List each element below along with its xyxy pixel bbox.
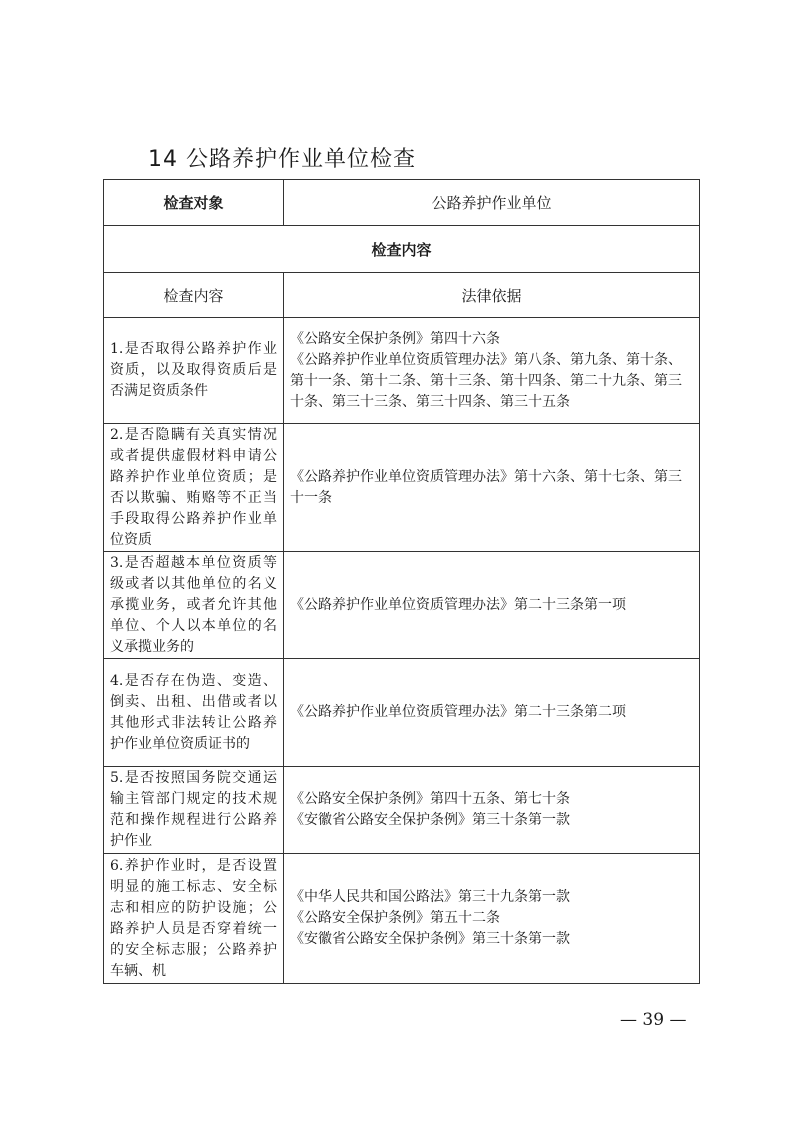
- legal-basis-line: 《公路安全保护条例》第五十二条: [290, 910, 500, 926]
- table-row: [104, 318, 700, 424]
- legal-basis-line: 《公路安全保护条例》第四十六条: [290, 330, 500, 347]
- legal-basis-line: 《公路养护作业单位资质管理办法》第二十三条第二项: [290, 704, 626, 720]
- legal-basis: [284, 767, 700, 854]
- check-item: 1.是否取得公路养护作业资质，以及取得资质后是否满足资质条件: [104, 318, 284, 424]
- check-item: 5.是否按照国务院交通运输主管部门规定的技术规范和操作规程进行公路养护作业: [104, 767, 284, 854]
- object-row: [104, 180, 700, 226]
- legal-basis-line: 《公路养护作业单位资质管理办法》第八条、第九条、第十条、第十一条、第十二条、第十三条、第十四条、第二十九条、第三十条、第三十三条、第三十四条、第三十五条: [290, 351, 682, 410]
- legal-basis-line: 《公路安全保护条例》第四十五条、第七十条: [290, 791, 570, 807]
- legal-basis: [284, 318, 700, 424]
- legal-basis-line: 《公路养护作业单位资质管理办法》第十六条、第十七条、第三十一条: [290, 468, 682, 506]
- object-label: 检查对象: [104, 180, 284, 226]
- check-item: 4.是否存在伪造、变造、倒卖、出租、出借或者以其他形式非法转让公路养护作业单位资质证书的: [104, 659, 284, 767]
- column-header-row: [104, 273, 700, 318]
- legal-basis-line: 《安徽省公路安全保护条例》第三十条第一款: [290, 931, 570, 947]
- page-title: 14 公路养护作业单位检查: [148, 147, 416, 172]
- column-header-content: 检查内容: [104, 273, 284, 318]
- page-number: — 39 —: [620, 1010, 687, 1030]
- legal-basis: [284, 659, 700, 767]
- table-row: [104, 767, 700, 854]
- table-row: [104, 424, 700, 552]
- check-item: 2.是否隐瞒有关真实情况或者提供虚假材料申请公路养护作业单位资质；是否以欺骗、贿赂等不正当手段取得公路养护作业单位资质: [104, 424, 284, 552]
- legal-basis-line: 《安徽省公路安全保护条例》第三十条第一款: [290, 812, 570, 828]
- table-row: [104, 552, 700, 659]
- table-row: [104, 659, 700, 767]
- check-item: 3.是否超越本单位资质等级或者以其他单位的名义承揽业务，或者允许其他单位、个人以本单位的名义承揽业务的: [104, 552, 284, 659]
- legal-basis: [284, 552, 700, 659]
- legal-basis: [284, 854, 700, 984]
- section-row: [104, 226, 700, 273]
- check-item: 6.养护作业时，是否设置明显的施工标志、安全标志和相应的防护设施；公路养护人员是否穿着统一的安全标志服；公路养护车辆、机: [104, 854, 284, 984]
- inspection-table: [103, 179, 700, 984]
- table-row: [104, 854, 700, 984]
- legal-basis-line: 《中华人民共和国公路法》第三十九条第一款: [290, 889, 570, 905]
- section-title: 检查内容: [104, 226, 700, 273]
- column-header-basis: 法律依据: [284, 273, 700, 318]
- legal-basis-line: 《公路养护作业单位资质管理办法》第二十三条第一项: [290, 596, 626, 613]
- object-value: 公路养护作业单位: [284, 180, 700, 226]
- legal-basis: [284, 424, 700, 552]
